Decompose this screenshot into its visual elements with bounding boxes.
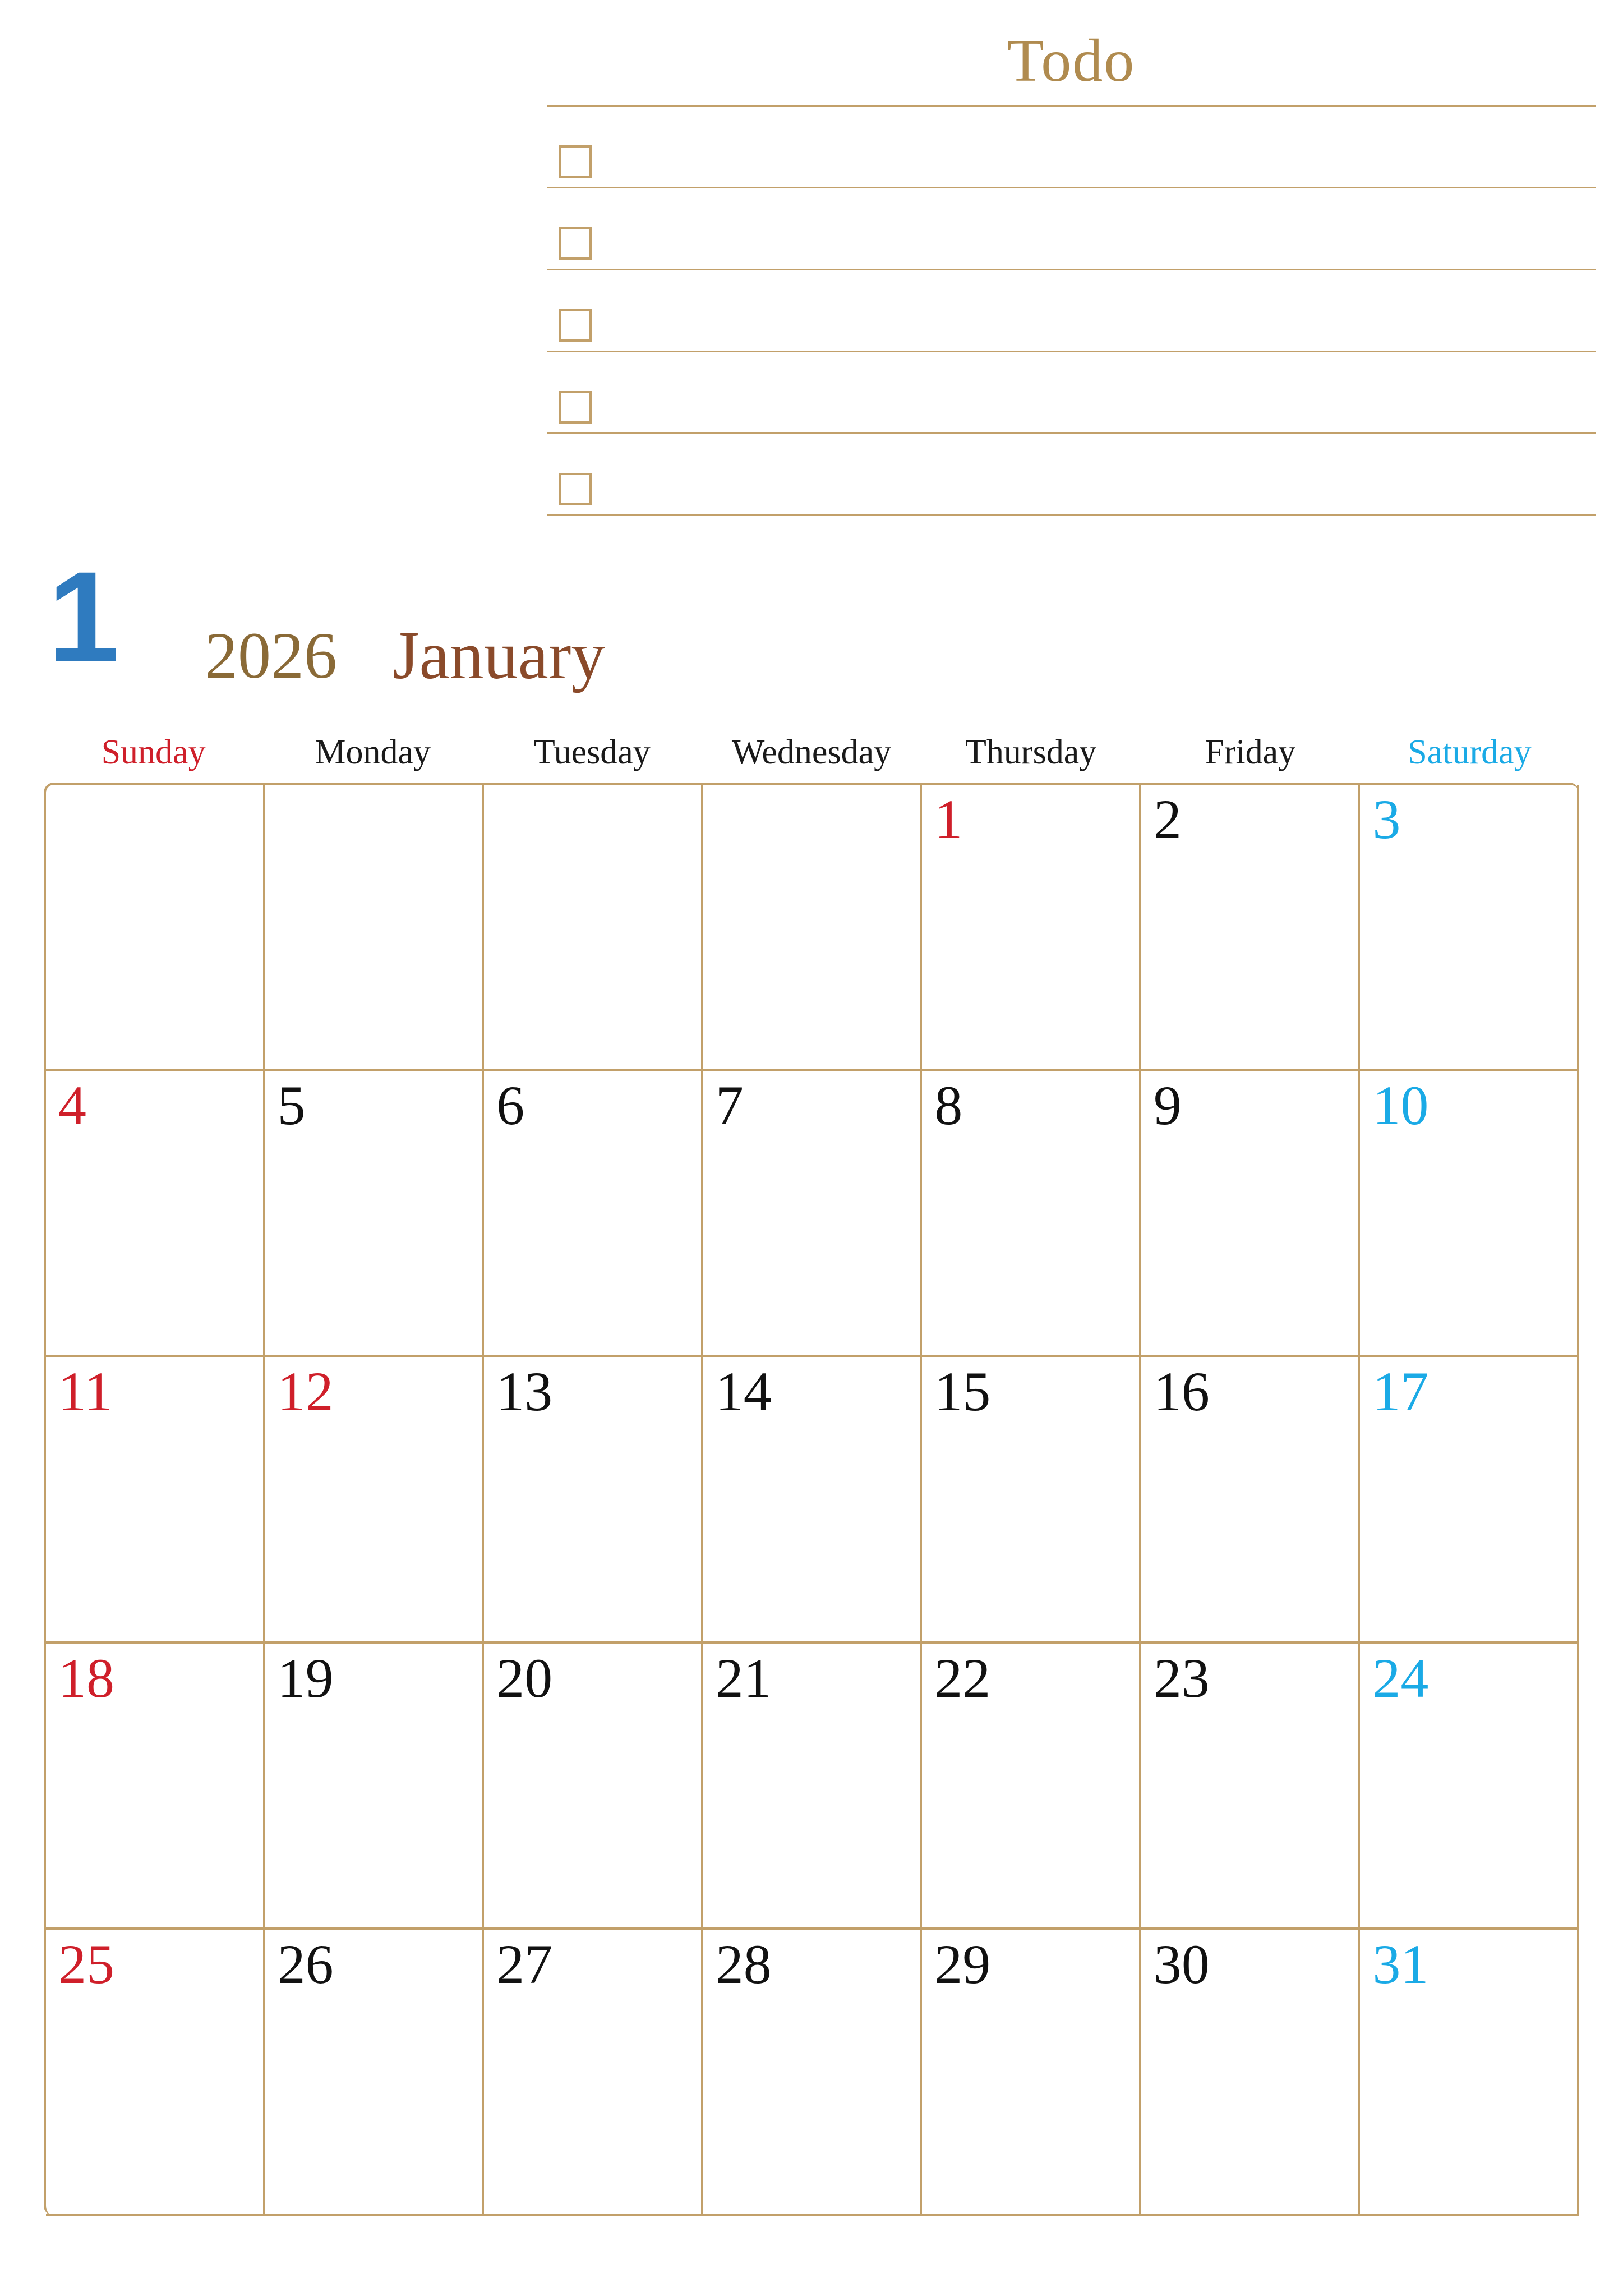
- checkbox-empty-icon[interactable]: [559, 391, 592, 424]
- day-number: 29: [934, 1932, 991, 1995]
- calendar-year: 2026: [205, 619, 337, 692]
- day-cell[interactable]: [1141, 1071, 1361, 1357]
- checkbox-empty-icon[interactable]: [559, 473, 592, 505]
- day-cell[interactable]: [265, 1071, 485, 1357]
- calendar-grid: [44, 783, 1579, 2216]
- calendar-month-name: January: [393, 618, 606, 693]
- todo-row[interactable]: [547, 188, 1596, 270]
- checkbox-empty-icon[interactable]: [559, 227, 592, 260]
- day-number: 16: [1153, 1360, 1210, 1423]
- day-cell[interactable]: [703, 1644, 923, 1930]
- day-cell[interactable]: [265, 1357, 485, 1643]
- day-cell[interactable]: [46, 1930, 265, 2216]
- day-number: 1: [934, 788, 963, 850]
- month-number: 1: [48, 545, 119, 689]
- day-cell[interactable]: [265, 1930, 485, 2216]
- day-cell[interactable]: [484, 1357, 703, 1643]
- day-cell[interactable]: [484, 785, 703, 1071]
- day-number: 19: [277, 1646, 334, 1709]
- day-cell[interactable]: [1360, 1644, 1579, 1930]
- todo-list: [547, 105, 1596, 516]
- day-cell[interactable]: [265, 1644, 485, 1930]
- day-number: 9: [1153, 1074, 1182, 1137]
- month-header: [0, 545, 1623, 693]
- day-cell[interactable]: [484, 1930, 703, 2216]
- day-cell[interactable]: [703, 1357, 923, 1643]
- day-number: 24: [1372, 1646, 1429, 1709]
- weekday-label-friday: Friday: [1205, 733, 1296, 771]
- day-cell[interactable]: [703, 785, 923, 1071]
- todo-title: Todo: [1007, 27, 1136, 94]
- day-number: 10: [1372, 1074, 1429, 1137]
- day-number: 28: [715, 1932, 772, 1995]
- day-number: 15: [934, 1360, 991, 1423]
- day-cell[interactable]: [922, 1930, 1141, 2216]
- day-cell[interactable]: [484, 1071, 703, 1357]
- day-cell[interactable]: [703, 1930, 923, 2216]
- day-number: 27: [496, 1932, 553, 1995]
- day-number: 12: [277, 1360, 334, 1423]
- day-cell[interactable]: [922, 785, 1141, 1071]
- day-number: 22: [934, 1646, 991, 1709]
- day-cell[interactable]: [703, 1071, 923, 1357]
- day-number: 23: [1153, 1646, 1210, 1709]
- day-cell[interactable]: [922, 1644, 1141, 1930]
- day-number: 3: [1372, 788, 1401, 850]
- todo-section: [547, 27, 1596, 516]
- day-cell[interactable]: [265, 785, 485, 1071]
- day-cell[interactable]: [46, 1071, 265, 1357]
- checkbox-empty-icon[interactable]: [559, 145, 592, 178]
- day-number: 11: [58, 1360, 113, 1423]
- day-number: 25: [58, 1932, 114, 1995]
- day-number: 20: [496, 1646, 553, 1709]
- todo-row[interactable]: [547, 352, 1596, 434]
- day-cell[interactable]: [1141, 785, 1361, 1071]
- todo-row[interactable]: [547, 107, 1596, 188]
- day-cell[interactable]: [922, 1071, 1141, 1357]
- day-cell[interactable]: [46, 1644, 265, 1930]
- day-number: 26: [277, 1932, 334, 1995]
- day-number: 8: [934, 1074, 963, 1137]
- todo-row[interactable]: [547, 270, 1596, 352]
- weekday-label-sunday: Sunday: [101, 733, 206, 771]
- day-cell[interactable]: [46, 785, 265, 1071]
- day-number: 6: [496, 1074, 525, 1137]
- day-cell[interactable]: [1141, 1644, 1361, 1930]
- day-number: 17: [1372, 1360, 1429, 1423]
- checkbox-empty-icon[interactable]: [559, 309, 592, 342]
- day-number: 2: [1153, 788, 1182, 850]
- day-number: 5: [277, 1074, 306, 1137]
- day-cell[interactable]: [1360, 1071, 1579, 1357]
- day-number: 30: [1153, 1932, 1210, 1995]
- day-number: 4: [58, 1074, 86, 1137]
- weekday-label-thursday: Thursday: [965, 733, 1097, 771]
- weekday-label-wednesday: Wednesday: [731, 733, 892, 771]
- weekday-label-monday: Monday: [315, 733, 431, 771]
- weekday-header-row: [44, 735, 1579, 770]
- day-cell[interactable]: [922, 1357, 1141, 1643]
- day-number: 14: [715, 1360, 772, 1423]
- weekday-label-saturday: Saturday: [1408, 733, 1532, 771]
- day-cell[interactable]: [1360, 1930, 1579, 2216]
- day-cell[interactable]: [1141, 1357, 1361, 1643]
- day-number: 21: [715, 1646, 772, 1709]
- day-cell[interactable]: [46, 1357, 265, 1643]
- day-number: 18: [58, 1646, 114, 1709]
- todo-row[interactable]: [547, 434, 1596, 516]
- day-number: 13: [496, 1360, 553, 1423]
- day-cell[interactable]: [1360, 1357, 1579, 1643]
- day-cell[interactable]: [1360, 785, 1579, 1071]
- day-number: 7: [715, 1074, 744, 1137]
- day-cell[interactable]: [1141, 1930, 1361, 2216]
- day-cell[interactable]: [484, 1644, 703, 1930]
- day-number: 31: [1372, 1932, 1429, 1995]
- weekday-label-tuesday: Tuesday: [533, 733, 651, 771]
